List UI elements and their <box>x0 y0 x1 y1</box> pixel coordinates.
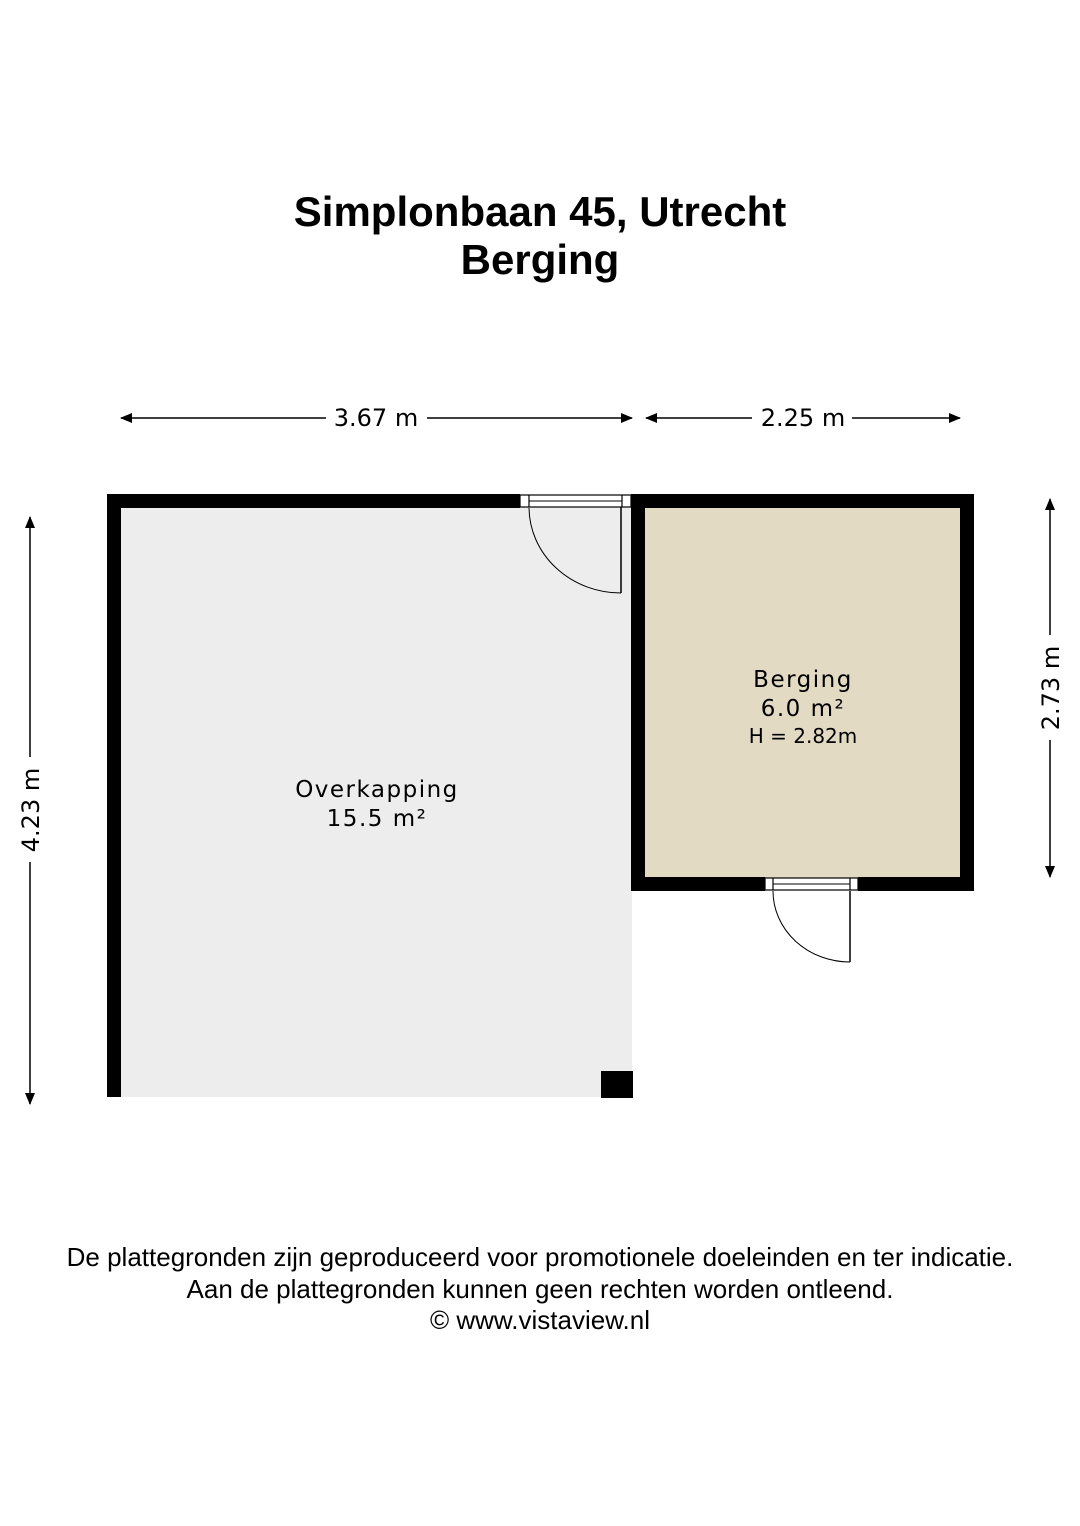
dimension-height-left <box>17 517 45 1104</box>
room-name-overkapping: Overkapping <box>295 777 459 803</box>
room-height-berging: H = 2.82m <box>748 724 858 748</box>
plan-title: Simplonbaan 45, Utrecht <box>293 188 787 235</box>
wall-right <box>960 494 974 891</box>
dimension-width-left <box>121 404 632 432</box>
floor-title: Berging <box>460 236 620 283</box>
door-berging <box>765 878 858 962</box>
copyright-line: © www.vistaview.nl <box>430 1305 650 1335</box>
room-area-overkapping: 15.5 m² <box>326 806 428 832</box>
dimension-width-right <box>646 404 960 432</box>
disclaimer-line-2: Aan de plattegronden kunnen geen rechten worden ontleend. <box>186 1274 894 1304</box>
wall-middle <box>631 494 645 891</box>
wall-top-right <box>631 494 974 508</box>
dimension-height-right <box>1037 499 1065 877</box>
wall-bottom-right <box>858 877 974 891</box>
dimension-label: 2.25 m <box>760 404 846 432</box>
dimension-label: 3.67 m <box>333 404 419 432</box>
dimension-label: 4.23 m <box>17 767 45 853</box>
wall-top-left <box>107 494 520 508</box>
disclaimer-line-1: De plattegronden zijn geproduceerd voor promotionele doeleinden en ter indicatie. <box>66 1242 1014 1272</box>
wall-bottom-left <box>631 877 765 891</box>
room-name-berging: Berging <box>753 667 853 693</box>
room-area-berging: 6.0 m² <box>760 696 846 722</box>
dimension-label: 2.73 m <box>1037 645 1065 731</box>
wall-left <box>107 494 121 1097</box>
column-post <box>601 1071 633 1098</box>
